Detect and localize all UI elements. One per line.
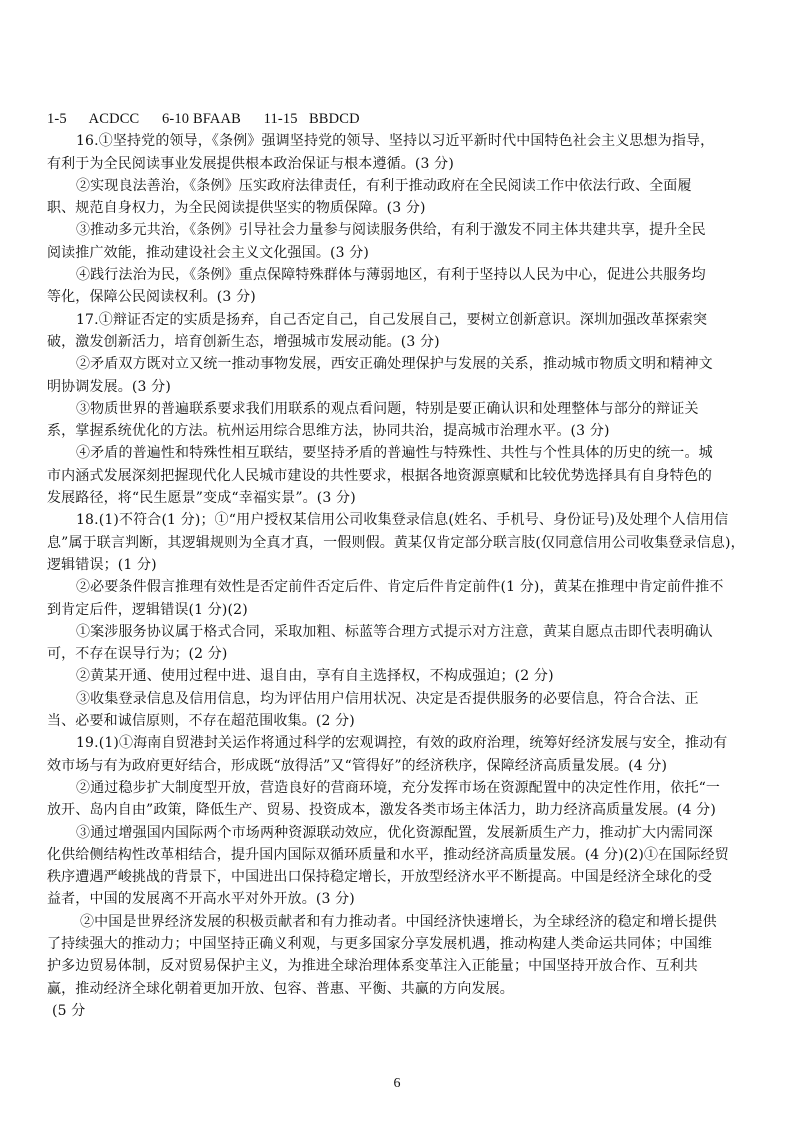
text-line: ②矛盾双方既对立又统一推动事物发展，西安正确处理保护与发展的关系，推动城市物质文明和精神文 bbox=[76, 356, 713, 373]
text-line: ③推动多元共治，《条例》引导社会力量参与阅读服务供给，有利于激发不同主体共建共享，提升全民 bbox=[76, 222, 706, 239]
text-line: ②实现良法善治，《条例》压实政府法律责任，有利于推动政府在全民阅读工作中依法行政、全面履 bbox=[76, 177, 692, 194]
text-line: 有利于为全民阅读事业发展提供根本政治保证与根本遵循。(3 分) bbox=[47, 155, 454, 172]
text-line: 息”属于联言判断，其逻辑规则为全真才真，一假则假。黄某仅肯定部分联言肢(仅同意信用公司收集登录信息)， bbox=[47, 534, 745, 551]
text-line: 发展路径，将“民生愿景”变成“幸福实景”。(3 分) bbox=[47, 490, 356, 507]
text-line: 职、规范自身权力，为全民阅读提供坚实的物质保障。(3 分) bbox=[47, 200, 426, 217]
text-line: ③收集登录信息及信用信息，均为评估用户信用状况、决定是否提供服务的必要信息，符合合法、正 bbox=[76, 690, 699, 707]
text-line: (5 分 bbox=[52, 1002, 86, 1019]
text-line: 市内涵式发展深刻把握现代化人民城市建设的共性要求，根据各地资源禀赋和比较优势选择具有自身特色的 bbox=[47, 467, 713, 484]
text-line: 秩序遭遇严峻挑战的背景下，中国进出口保持稳定增长，开放型经济水平不断提高。中国是经济全球化的受 bbox=[47, 869, 713, 886]
page-number: 6 bbox=[393, 1076, 401, 1091]
text-line: ②中国是世界经济发展的积极贡献者和有力推动者。中国经济快速增长，为全球经济的稳定和增长提供 bbox=[80, 913, 717, 930]
text-line: 18.(1)不符合(1 分)；①“用户授权某信用公司收集登录信息(姓名、手机号、身份证号)及处理个人信用信 bbox=[76, 512, 729, 529]
text-line: ②必要条件假言推理有效性是否定前件否定后件、肯定后件肯定前件(1 分)，黄某在推理中肯定前件推不 bbox=[76, 579, 724, 596]
text-line: 17.①辩证否定的实质是扬弃，自己否定自己，自己发展自己，要树立创新意识。深圳加强改革探索突 bbox=[76, 311, 708, 328]
text-line: 系，掌握系统优化的方法。杭州运用综合思维方法，协同共治，提高城市治理水平。(3 分) bbox=[47, 423, 610, 440]
text-line: 到肯定后件，逻辑错误(1 分)(2) bbox=[47, 601, 248, 618]
text-line: ③物质世界的普遍联系要求我们用联系的观点看问题，特别是要正确认识和处理整体与部分的辩证关 bbox=[76, 400, 699, 417]
text-line: 19.(1)①海南自贸港封关运作将通过科学的宏观调控，有效的政府治理，统筹好经济发展与安全，推动有 bbox=[76, 735, 728, 752]
text-line: 可，不存在误导行为；(2 分) bbox=[47, 646, 228, 663]
text-line: 益者，中国的发展离不开高水平对外开放。(3 分) bbox=[47, 891, 355, 908]
text-line: ④矛盾的普遍性和特殊性相互联结，要坚持矛盾的普遍性与特殊性、共性与个性具体的历史的统一。城 bbox=[76, 445, 713, 462]
text-line: 当、必要和诚信原则，不存在超范围收集。(2 分) bbox=[47, 713, 355, 730]
text-line: 明协调发展。(3 分) bbox=[47, 378, 171, 395]
text-line: 化供给侧结构性改革相结合，提升国内国际双循环质量和水平，推动经济高质量发展。(4 分)(2)①在国际经贸 bbox=[47, 846, 729, 863]
text-line: 效市场与有为政府更好结合，形成既“放得活”又“管得好”的经济秩序，保障经济高质量发展。(4 分) bbox=[47, 757, 668, 774]
text-line: 破，激发创新活力，培育创新生态，增强城市发展动能。(3 分) bbox=[47, 333, 440, 350]
text-line: 护多边贸易体制，反对贸易保护主义，为推进全球治理体系变革注入正能量；中国坚持开放合作、互利共 bbox=[47, 958, 698, 975]
text-line: ③通过增强国内国际两个市场两种资源联动效应，优化资源配置，发展新质生产力，推动扩大内需同深 bbox=[76, 824, 713, 841]
text-line: 赢，推动经济全球化朝着更加开放、包容、普惠、平衡、共赢的方向发展。 bbox=[47, 980, 514, 997]
text-line: 放开、岛内自由”政策，降低生产、贸易、投资成本，激发各类市场主体活力，助力经济高质量发展。(4 分) bbox=[47, 802, 716, 819]
text-line: ②黄某开通、使用过程中进、退自由，享有自主选择权，不构成强迫；(2 分) bbox=[76, 668, 554, 685]
text-line: 了持续强大的推动力；中国坚持正确义利观，与更多国家分享发展机遇，推动构建人类命运共同体；中国维 bbox=[47, 935, 713, 952]
answer-key-page bbox=[47, 108, 747, 1022]
text-line: ①案涉服务协议属于格式合同，采取加粗、标蓝等合理方式提示对方注意，黄某自愿点击即代表明确认 bbox=[76, 623, 713, 640]
text-line: ④践行法治为民，《条例》重点保障特殊群体与薄弱地区，有利于坚持以人民为中心，促进公共服务均 bbox=[76, 267, 706, 284]
text-line: 阅读推广效能，推动建设社会主义文化强国。(3 分) bbox=[47, 244, 370, 261]
text-line: ②通过稳步扩大制度型开放，营造良好的营商环境，充分发挥市场在资源配置中的决定性作用，依托“一 bbox=[76, 779, 721, 796]
text-line: 等化，保障公民阅读权利。(3 分) bbox=[47, 289, 256, 306]
text-line: 逻辑错误；(1 分) bbox=[47, 556, 157, 573]
text-line: 16.①坚持党的领导，《条例》强调坚持党的领导、坚持以习近平新时代中国特色社会主义思想为指导， bbox=[76, 133, 715, 150]
multiple-choice-answers: 1-5 ACDCC 6-10 BFAAB 11-15 BBDCD bbox=[47, 111, 360, 127]
